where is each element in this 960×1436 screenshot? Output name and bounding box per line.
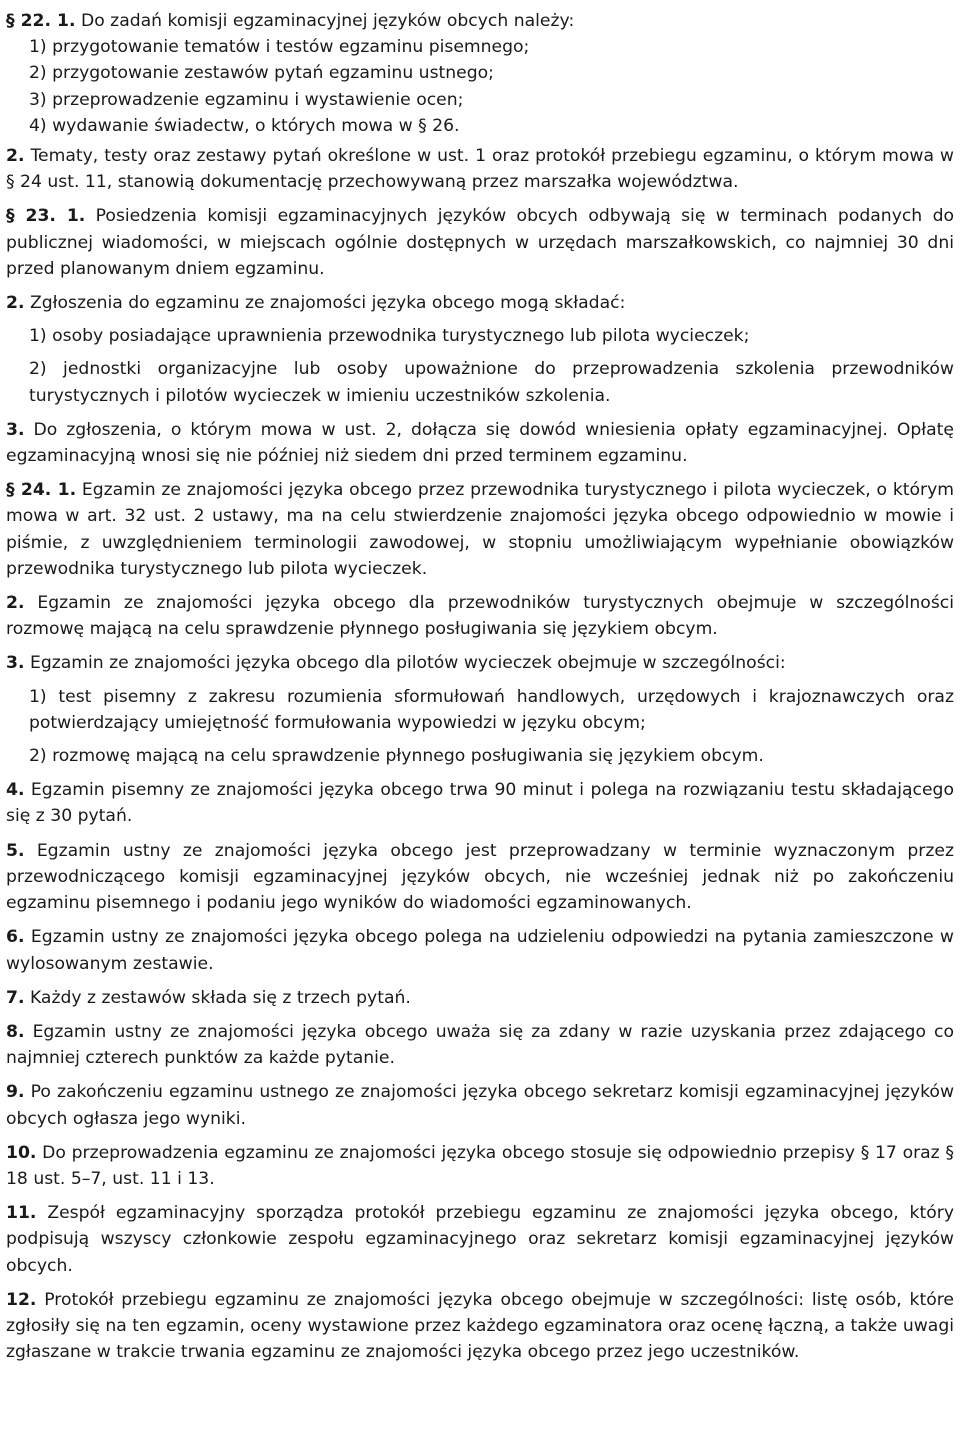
- paragraph-text: Protokół przebiegu egzaminu ze znajomości języka obcego obejmuje w szczególności: listę osób, które zgłosiły się na ten egzamin, oceny wystawione przez każdego egzaminatora oraz ocenę łączną, a także uwagi zgłaszane w trakcie trwania egzaminu ze znajomości języka obcego przez jego uczestników.: [6, 1289, 954, 1363]
- paragraph-text: Zespół egzaminacyjny sporządza protokół przebiegu egzaminu ze znajomości języka obcego, który podpisują wszyscy członkowie zespołu egzaminacyjnego oraz sekretarz komisji egzaminacyjnej języków obcych.: [6, 1203, 954, 1276]
- paragraph-label: 9.: [6, 1082, 25, 1103]
- paragraph-label: 2.: [6, 593, 25, 614]
- list-item-23-2-2: 2) jednostki organizacyjne lub osoby upoważnione do przeprowadzenia szkolenia przewodników turystycznych i pilotów wycieczek w imieniu uczestników szkolenia.: [29, 359, 954, 406]
- paragraph-label: 4.: [6, 780, 25, 801]
- paragraph-label: 7.: [6, 987, 25, 1008]
- paragraph-text: Zgłoszenia do egzaminu ze znajomości języka obcego mogą składać:: [24, 293, 626, 314]
- paragraph-22-2: [6, 143, 954, 195]
- paragraph-text: Do zadań komisji egzaminacyjnej języków obcych należy:: [75, 11, 575, 31]
- paragraph-text: Tematy, testy oraz zestawy pytań określone w ust. 1 oraz protokół przebiegu egzaminu, o którym mowa w § 24 ust. 11, stanowią dokumentację przechowywaną przez marszałka województwa.: [6, 146, 954, 193]
- paragraph-label: § 24. 1.: [6, 480, 77, 501]
- paragraph-24-5: [6, 838, 954, 917]
- paragraph-22-1: [6, 8, 954, 34]
- paragraph-24-9: [6, 1079, 954, 1131]
- paragraph-text: Egzamin ze znajomości języka obcego dla pilotów wycieczek obejmuje w szczególności:: [24, 653, 786, 674]
- paragraph-24-2: [6, 590, 954, 642]
- paragraph-text: Po zakończeniu egzaminu ustnego ze znajomości języka obcego sekretarz komisji egzaminacyjnej języków obcych ogłasza jego wyniki.: [6, 1082, 954, 1129]
- paragraph-text: Do przeprowadzenia egzaminu ze znajomości języka obcego stosuje się odpowiednio przepisy § 17 oraz § 18 ust. 5–7, ust. 11 i 13.: [6, 1142, 954, 1189]
- list-item-24-3-1: 1) test pisemny z zakresu rozumienia sformułowań handlowych, urzędowych i krajoznawczych oraz potwierdzający umiejętność formułowania wypowiedzi w języku obcym;: [29, 686, 954, 733]
- paragraph-text: Egzamin ze znajomości języka obcego przez przewodnika turystycznego i pilota wycieczek, o którym mowa w art. 32 ust. 2 ustawy, ma na celu stwierdzenie znajomości języka obcego odpowiednio w mowie i piśmie, z uwzględnieniem terminologii zawodowej, w stopniu umożliwiającym wypełnianie obowiązków przewodnika turystycznego lub pilota wycieczek.: [6, 480, 955, 579]
- paragraph-text: Egzamin ustny ze znajomości języka obcego polega na udzieleniu odpowiedzi na pytania zamieszczone w wylosowanym zestawie.: [6, 927, 954, 974]
- list-item-22-1-1: 1) przygotowanie tematów i testów egzaminu pisemnego;: [29, 37, 530, 58]
- paragraph-label: 10.: [6, 1142, 37, 1163]
- paragraph-text: Egzamin ustny ze znajomości języka obcego jest przeprowadzany w terminie wyznaczonym przez przewodniczącego komisji egzaminacyjnej języków obcych, nie wcześniej jednak niż po zakończeniu egzaminu pisemnego i podaniu jego wyników do wiadomości egzaminowanych.: [6, 840, 954, 914]
- paragraph-label: 2.: [6, 293, 25, 314]
- legal-document: [0, 8, 960, 1365]
- paragraph-23-2: [6, 290, 954, 316]
- paragraph-24-7: [6, 985, 954, 1011]
- paragraph-label: 6.: [6, 927, 25, 948]
- paragraph-23-3: [6, 417, 954, 469]
- paragraph-24-11: [6, 1200, 954, 1279]
- paragraph-label: § 22. 1.: [6, 11, 76, 31]
- paragraph-24-6: [6, 924, 954, 976]
- paragraph-text: Egzamin ze znajomości języka obcego dla przewodników turystycznych obejmuje w szczególności rozmowę mającą na celu sprawdzenie płynnego posługiwania się językiem obcym.: [6, 593, 954, 640]
- list-item-22-1-2: 2) przygotowanie zestawów pytań egzaminu ustnego;: [29, 63, 494, 84]
- paragraph-24-4: [6, 777, 954, 829]
- paragraph-24-10: [6, 1140, 954, 1192]
- paragraph-23-1: [6, 203, 954, 282]
- paragraph-text: Każdy z zestawów składa się z trzech pytań.: [24, 987, 411, 1008]
- paragraph-text: Egzamin pisemny ze znajomości języka obcego trwa 90 minut i polega na rozwiązaniu testu składającego się z 30 pytań.: [6, 780, 954, 827]
- paragraph-24-12: [6, 1287, 954, 1366]
- paragraph-label: § 23. 1.: [6, 206, 86, 227]
- paragraph-label: 8.: [6, 1021, 25, 1042]
- paragraph-text: Do zgłoszenia, o którym mowa w ust. 2, dołącza się dowód wniesienia opłaty egzaminacyjnej. Opłatę egzaminacyjną wnosi się nie później niż siedem dni przed terminem egzaminu.: [6, 419, 954, 467]
- paragraph-24-1: [6, 477, 954, 582]
- paragraph-label: 11.: [6, 1203, 37, 1224]
- paragraph-label: 3.: [6, 653, 25, 674]
- paragraph-label: 5.: [6, 840, 25, 861]
- paragraph-text: Posiedzenia komisji egzaminacyjnych języków obcych odbywają się w terminach podanych do publicznej wiadomości, w miejscach ogólnie dostępnych w urzędach marszałkowskich, co najmniej 30 dni przed planowanym dniem egzaminu.: [6, 206, 954, 279]
- paragraph-label: 12.: [6, 1289, 37, 1310]
- paragraph-text: Egzamin ustny ze znajomości języka obcego uważa się za zdany w razie uzyskania przez zdającego co najmniej czterech punktów za każde pytanie.: [6, 1021, 954, 1069]
- paragraph-label: 3.: [6, 419, 25, 440]
- paragraph-24-3: [6, 650, 954, 676]
- paragraph-label: 2.: [6, 146, 25, 167]
- list-item-22-1-3: 3) przeprowadzenie egzaminu i wystawienie ocen;: [29, 89, 464, 110]
- list-item-22-1-4: 4) wydawanie świadectw, o których mowa w § 26.: [29, 115, 460, 136]
- paragraph-24-8: [6, 1019, 954, 1071]
- list-item-24-3-2: 2) rozmowę mającą na celu sprawdzenie płynnego posługiwania się językiem obcym.: [29, 746, 764, 767]
- list-item-23-2-1: 1) osoby posiadające uprawnienia przewodnika turystycznego lub pilota wycieczek;: [29, 326, 750, 347]
